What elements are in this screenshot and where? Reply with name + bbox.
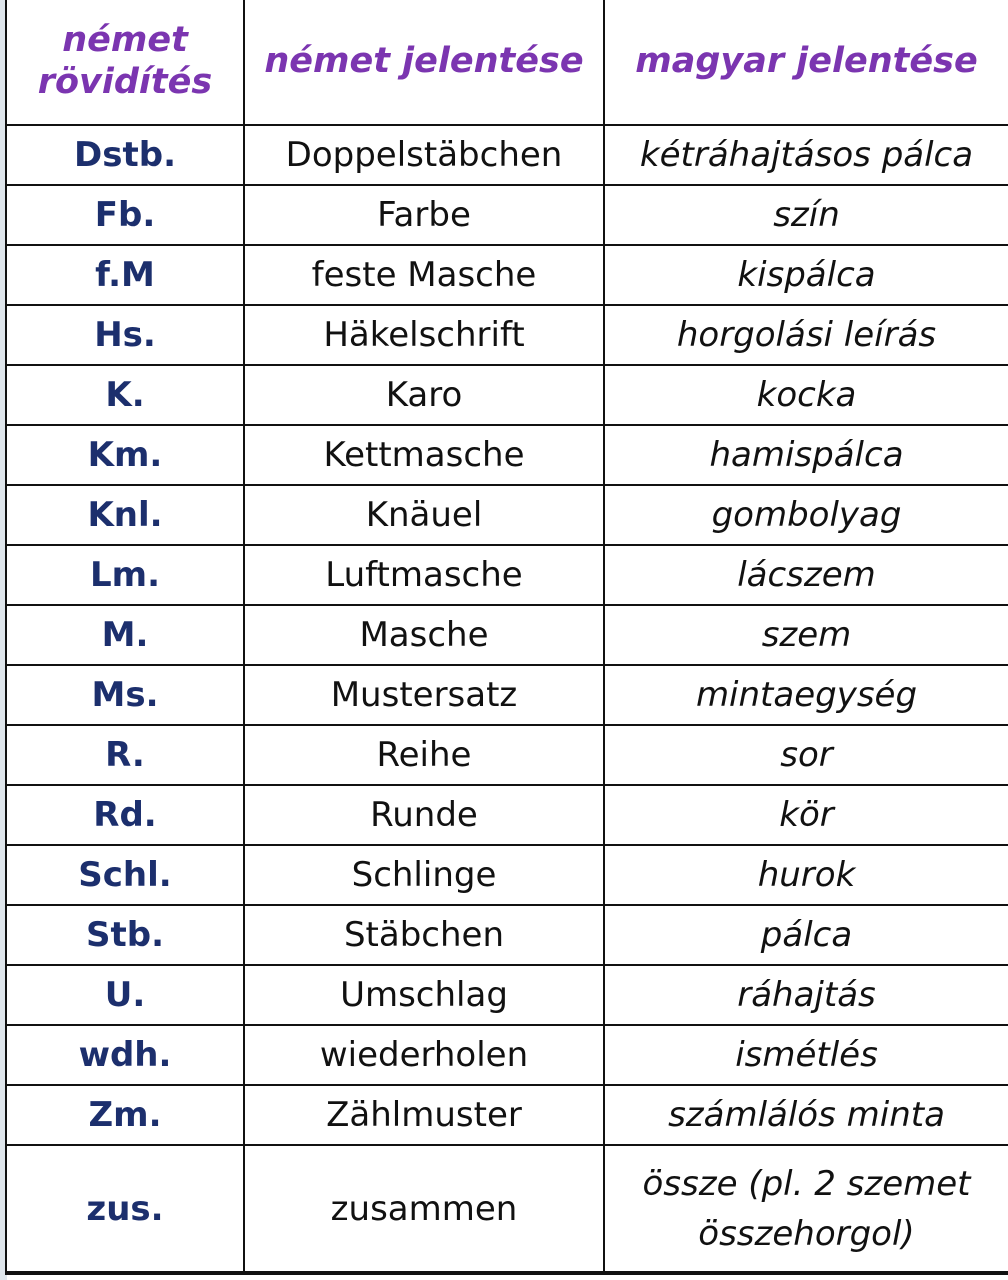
abbreviation-cell: U. — [6, 965, 244, 1025]
hungarian-meaning-cell: szem — [604, 605, 1008, 665]
abbreviation-cell: M. — [6, 605, 244, 665]
table-row — [6, 185, 1008, 245]
abbreviation-cell: zus. — [6, 1145, 244, 1273]
header-german-meaning: német jelentése — [244, 0, 604, 125]
hungarian-meaning-cell: kocka — [604, 365, 1008, 425]
german-meaning-cell: Masche — [244, 605, 604, 665]
hungarian-meaning-cell: kör — [604, 785, 1008, 845]
german-meaning-cell: feste Masche — [244, 245, 604, 305]
hungarian-meaning-cell: mintaegység — [604, 665, 1008, 725]
abbreviation-cell: Km. — [6, 425, 244, 485]
abbreviation-cell: Dstb. — [6, 125, 244, 185]
german-meaning-cell: Reihe — [244, 725, 604, 785]
german-meaning-cell: wiederholen — [244, 1025, 604, 1085]
header-abbr-line2: rövidítés — [37, 62, 213, 102]
german-meaning-cell: Kettmasche — [244, 425, 604, 485]
hungarian-meaning-cell: hurok — [604, 845, 1008, 905]
abbreviation-cell: Schl. — [6, 845, 244, 905]
table-row — [6, 785, 1008, 845]
table-row — [6, 125, 1008, 185]
hungarian-meaning-cell: hamispálca — [604, 425, 1008, 485]
hungarian-meaning-cell: szín — [604, 185, 1008, 245]
german-meaning-cell: Häkelschrift — [244, 305, 604, 365]
abbreviation-cell: Rd. — [6, 785, 244, 845]
hungarian-meaning-cell: kispálca — [604, 245, 1008, 305]
header-hungarian-meaning: magyar jelentése — [604, 0, 1008, 125]
german-meaning-cell: zusammen — [244, 1145, 604, 1273]
table-row — [6, 485, 1008, 545]
german-meaning-cell: Mustersatz — [244, 665, 604, 725]
header-abbr-line1: német — [62, 20, 188, 60]
table-row — [6, 425, 1008, 485]
table-row — [6, 605, 1008, 665]
hungarian-meaning-line1: össze (pl. 2 szemet — [642, 1163, 971, 1204]
table-row — [6, 245, 1008, 305]
abbreviation-cell: R. — [6, 725, 244, 785]
german-meaning-cell: Luftmasche — [244, 545, 604, 605]
hungarian-meaning-cell: gombolyag — [604, 485, 1008, 545]
german-meaning-cell: Umschlag — [244, 965, 604, 1025]
table-row — [6, 665, 1008, 725]
hungarian-meaning-cell: számlálós minta — [604, 1085, 1008, 1145]
abbreviation-cell: wdh. — [6, 1025, 244, 1085]
table-row — [6, 905, 1008, 965]
table-row — [6, 1145, 1008, 1273]
hungarian-meaning-cell: ismétlés — [604, 1025, 1008, 1085]
hungarian-meaning-cell: kétráhajtásos pálca — [604, 125, 1008, 185]
german-meaning-cell: Farbe — [244, 185, 604, 245]
table-row — [6, 305, 1008, 365]
german-meaning-cell: Runde — [244, 785, 604, 845]
abbreviation-cell: K. — [6, 365, 244, 425]
abbreviation-table — [5, 0, 1008, 1275]
abbreviation-cell: Stb. — [6, 905, 244, 965]
abbreviation-cell: Ms. — [6, 665, 244, 725]
german-meaning-cell: Stäbchen — [244, 905, 604, 965]
table-row — [6, 365, 1008, 425]
table-row — [6, 545, 1008, 605]
hungarian-meaning-cell: sor — [604, 725, 1008, 785]
hungarian-meaning-cell: ráhajtás — [604, 965, 1008, 1025]
header-german-abbreviation — [6, 0, 244, 125]
abbreviation-cell: Knl. — [6, 485, 244, 545]
table-row — [6, 1085, 1008, 1145]
german-meaning-cell: Doppelstäbchen — [244, 125, 604, 185]
table-row — [6, 1025, 1008, 1085]
table-header-row — [6, 0, 1008, 125]
hungarian-meaning-cell: lácszem — [604, 545, 1008, 605]
hungarian-meaning-line2: összehorgol) — [698, 1213, 915, 1254]
table-row — [6, 845, 1008, 905]
hungarian-meaning-cell: pálca — [604, 905, 1008, 965]
abbreviation-cell: Lm. — [6, 545, 244, 605]
german-meaning-cell: Karo — [244, 365, 604, 425]
abbreviation-cell: Zm. — [6, 1085, 244, 1145]
abbreviation-cell: Hs. — [6, 305, 244, 365]
hungarian-meaning-cell — [604, 1145, 1008, 1273]
table-row — [6, 965, 1008, 1025]
german-meaning-cell: Zählmuster — [244, 1085, 604, 1145]
german-meaning-cell: Knäuel — [244, 485, 604, 545]
abbreviation-cell: f.M — [6, 245, 244, 305]
hungarian-meaning-cell: horgolási leírás — [604, 305, 1008, 365]
abbreviation-cell: Fb. — [6, 185, 244, 245]
german-meaning-cell: Schlinge — [244, 845, 604, 905]
table-row — [6, 725, 1008, 785]
